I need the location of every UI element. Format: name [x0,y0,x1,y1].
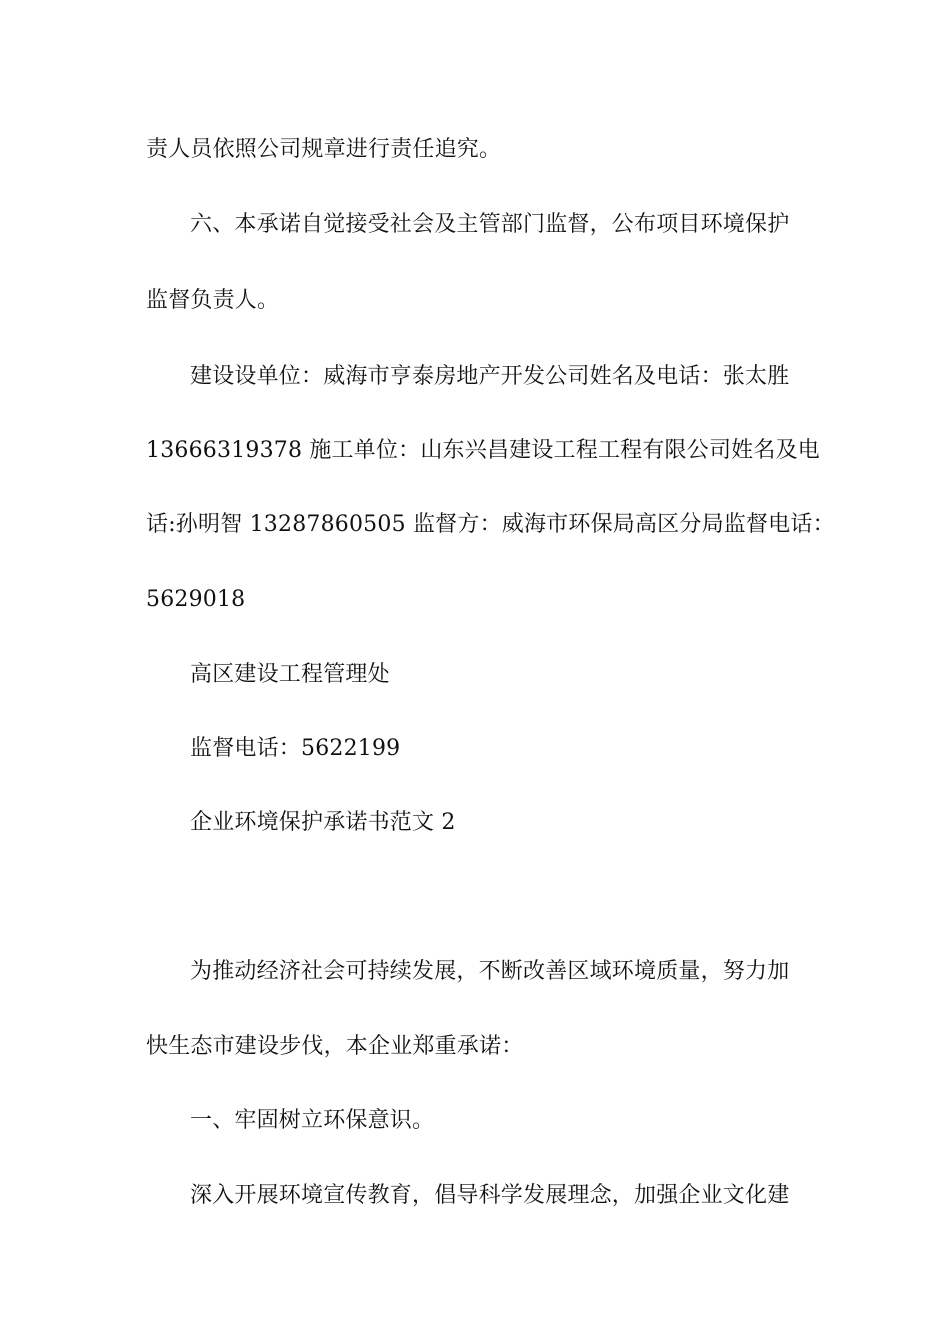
paragraph-line: 一、牢固树立环保意识。 [190,1108,435,1133]
paragraph-line: 快生态市建设步伐，本企业郑重承诺： [146,1034,524,1059]
paragraph-line: 监督电话：5622199 [190,736,401,761]
paragraph-line: 建设设单位：威海市亨泰房地产开发公司姓名及电话：张太胜 [190,364,790,389]
section-heading: 企业环境保护承诺书范文 2 [190,810,456,835]
paragraph-line: 为推动经济社会可持续发展，不断改善区域环境质量，努力加 [190,959,790,984]
paragraph-line: 话:孙明智 13287860505 监督方：威海市环保局高区分局监督电话： [146,512,835,537]
paragraph-line: 5629018 [146,587,246,612]
paragraph-line: 责人员依照公司规章进行责任追究。 [146,137,502,162]
paragraph-line: 高区建设工程管理处 [190,662,390,687]
paragraph-line: 13666319378 施工单位：山东兴昌建设工程工程有限公司姓名及电 [146,438,820,463]
paragraph-line: 六、本承诺自觉接受社会及主管部门监督，公布项目环境保护 [190,212,790,237]
paragraph-line: 监督负责人。 [146,288,280,313]
paragraph-line: 深入开展环境宣传教育，倡导科学发展理念，加强企业文化建 [190,1183,790,1208]
